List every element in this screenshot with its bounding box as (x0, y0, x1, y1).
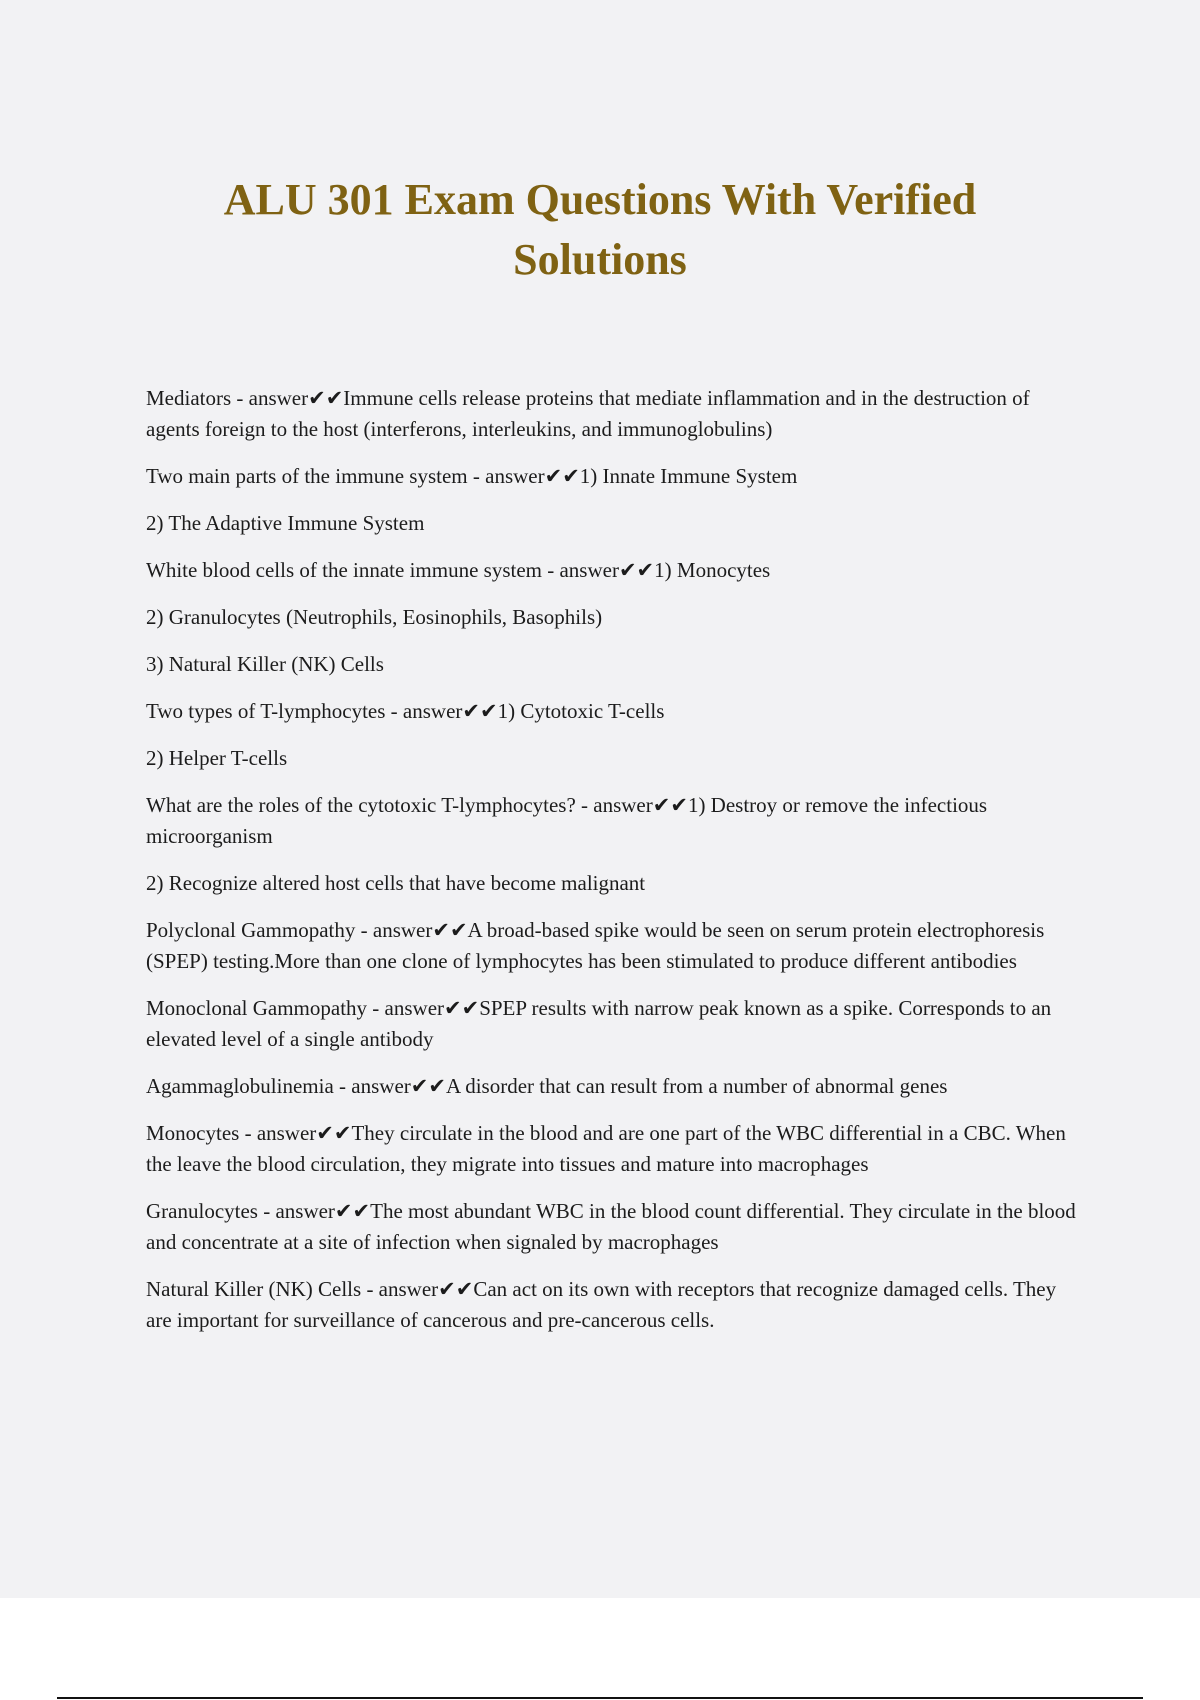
paragraph-wbc-innate: White blood cells of the innate immune system - answer✔✔1) Monocytes (146, 558, 771, 582)
paragraph-cytotoxic-roles: What are the roles of the cytotoxic T-lymphocytes? - answer✔✔1) Destroy or remove the infectious microorganism (146, 793, 988, 848)
paragraph-t-lymphocytes: Two types of T-lymphocytes - answer✔✔1) Cytotoxic T-cells (146, 699, 665, 723)
paragraph-polyclonal: Polyclonal Gammopathy - answer✔✔A broad-based spike would be seen on serum protein electrophoresis (SPEP) testing.More than one clone of lymphocytes has been stimulated to produce different antibodies (146, 918, 1045, 973)
document-title (0, 170, 1200, 290)
document-body (146, 383, 1086, 1352)
paragraph-adaptive: 2) The Adaptive Immune System (146, 511, 425, 535)
paragraph-nk-cells: Natural Killer (NK) Cells - answer✔✔Can act on its own with receptors that recognize damaged cells. They are important for surveillance of cancerous and pre-cancerous cells. (146, 1277, 1057, 1332)
paragraph-granulocytes-list: 2) Granulocytes (Neutrophils, Eosinophils, Basophils) (146, 605, 603, 629)
title-line-1: ALU 301 Exam Questions With Verified (223, 175, 977, 224)
title-line-2: Solutions (513, 235, 687, 284)
paragraph-monoclonal: Monoclonal Gammopathy - answer✔✔SPEP results with narrow peak known as a spike. Corresponds to an elevated level of a single antibody (146, 996, 1052, 1051)
paragraph-immune-parts: Two main parts of the immune system - answer✔✔1) Innate Immune System (146, 464, 798, 488)
paragraph-granulocytes: Granulocytes - answer✔✔The most abundant WBC in the blood count differential. They circulate in the blood and concentrate at a site of infection when signaled by macrophages (146, 1199, 1076, 1254)
paragraph-monocytes: Monocytes - answer✔✔They circulate in the blood and are one part of the WBC differential in a CBC. When the leave the blood circulation, they migrate into tissues and mature into macrophages (146, 1121, 1066, 1176)
paragraph-helper-t: 2) Helper T-cells (146, 746, 288, 770)
paragraph-nk-list: 3) Natural Killer (NK) Cells (146, 652, 384, 676)
paragraph-agammaglobulinemia: Agammaglobulinemia - answer✔✔A disorder that can result from a number of abnormal genes (146, 1074, 948, 1098)
paragraph-mediators: Mediators - answer✔✔Immune cells release proteins that mediate inflammation and in the destruction of agents foreign to the host (interferons, interleukins, and immunoglobulins) (146, 386, 1030, 441)
footer-divider (57, 1697, 1143, 1699)
paragraph-malignant: 2) Recognize altered host cells that have become malignant (146, 871, 646, 895)
